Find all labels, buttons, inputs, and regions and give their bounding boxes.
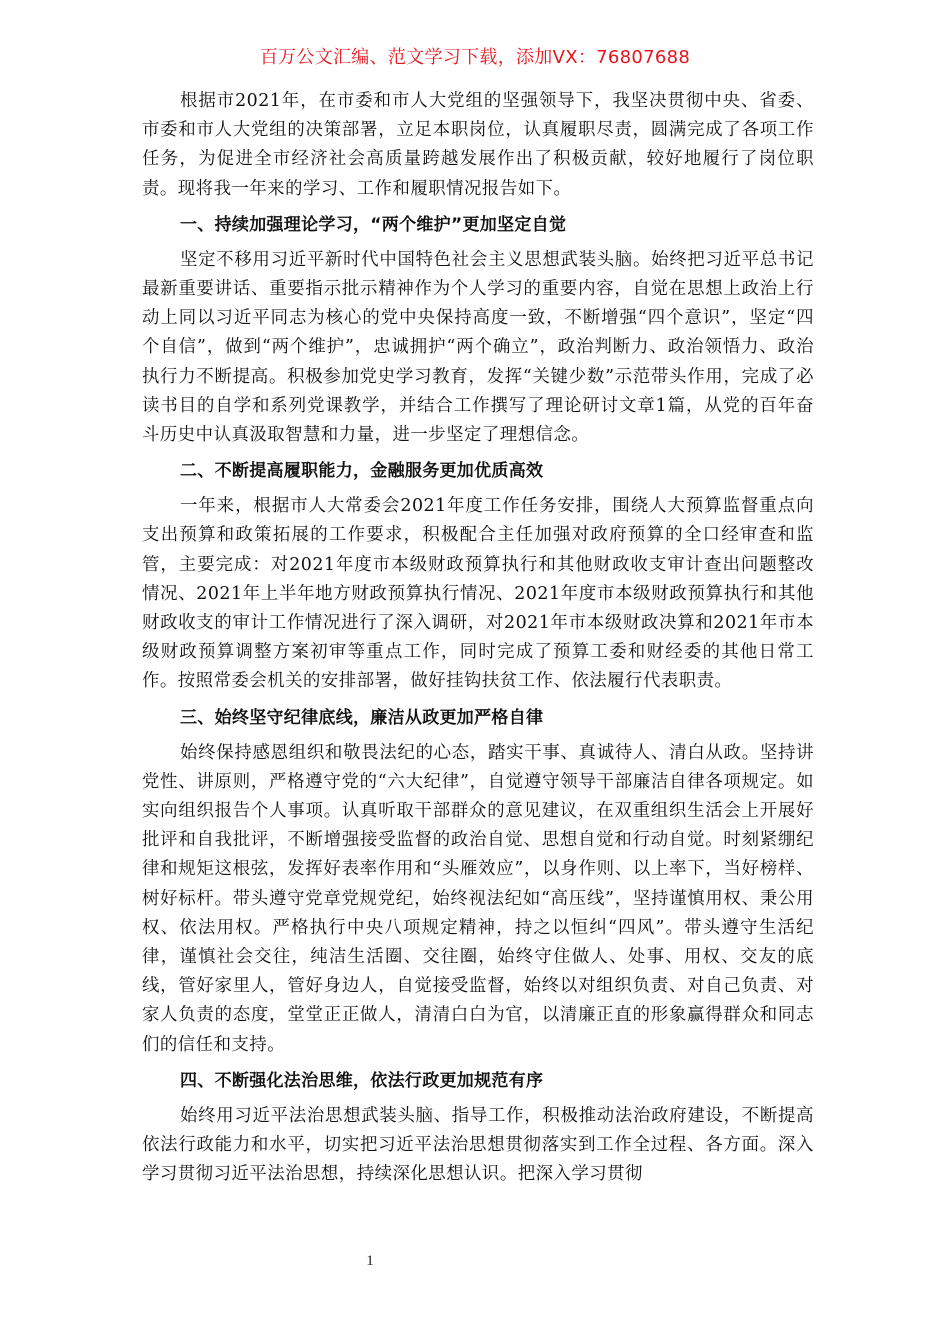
section-paragraph: 始终用习近平法治思想武装头脑、指导工作，积极推动法治政府建设，不断提高依法行政能力和水平，切实把习近平法治思想贯彻落实到工作全过程、各方面。深入学习贯彻习近平法治思想，持续深化思想认识。把深入学习贯彻 [142, 1105, 814, 1185]
section-1 [142, 210, 814, 450]
section-2 [142, 456, 814, 696]
section-4 [142, 1066, 814, 1190]
section-paragraph: 一年来，根据市人大常委会2021年度工作任务安排，围绕人大预算监督重点向支出预算和政策拓展的工作要求，积极配合主任加强对政府预算的全口经审查和监管，主要完成：对2021年度市本级财政预算执行和其他财政收支审计查出问题整改情况、2021年上半年地方财政预算执行情况、2021年度市本级财政预算执行和其他财政收支的审计工作情况进行了深入调研，对2021年市本级财政决算和2021年市本级财政预算调整方案初审等重点工作，同时完成了预算工委和财经委的其他日常工作。按照常委会机关的安排部署，做好挂钩扶贫工作、依法履行代表职责。 [142, 496, 814, 692]
section-heading: 三、始终坚守纪律底线，廉洁从政更加严格自律 [180, 707, 544, 728]
intro-paragraph: 根据市2021年，在市委和市人大党组的坚强领导下，我坚决贯彻中央、省委、市委和市人大党组的决策部署，立足本职岗位，认真履职尽责，圆满完成了各项工作任务，为促进全市经济社会高质量跨越发展作出了积极贡献，较好地履行了岗位职责。现将我一年来的学习、工作和履职情况报告如下。 [142, 91, 814, 199]
section-paragraph: 始终保持感恩组织和敬畏法纪的心态，踏实干事、真诚待人、清白从政。坚持讲党性、讲原则，严格遵守党的“六大纪律”，自觉遵守领导干部廉洁自律各项规定。如实向组织报告个人事项。认真听取干部群众的意见建议，在双重组织生活会上开展好批评和自我批评，不断增强接受监督的政治自觉、思想自觉和行动自觉。时刻紧绷纪律和规矩这根弦，发挥好表率作用和“头雁效应”，以身作则、以上率下，当好榜样、树好标杆。带头遵守党章党规党纪，始终视法纪如“高压线”，坚持谨慎用权、秉公用权、依法用权。严格执行中央八项规定精神，持之以恒纠“四风”。带头遵守生活纪律，谨慎社会交往，纯洁生活圈、交往圈，始终守住做人、处事、用权、交友的底线，管好家里人，管好身边人，自觉接受监督，始终以对组织负责、对自己负责、对家人负责的态度，堂堂正正做人，清清白白为官，以清廉正直的形象赢得群众和同志们的信任和支持。 [142, 742, 814, 1055]
document-body [142, 87, 814, 1190]
section-heading: 一、持续加强理论学习，“两个维护”更加坚定自觉 [180, 214, 567, 235]
section-paragraph: 坚定不移用习近平新时代中国特色社会主义思想武装头脑。始终把习近平总书记最新重要讲话、重要指示批示精神作为个人学习的重要内容，自觉在思想上政治上行动上同以习近平同志为核心的党中央保持高度一致，不断增强“四个意识”，坚定“四个自信”，做到“两个维护”，忠诚拥护“两个确立”，政治判断力、政治领悟力、政治执行力不断提高。积极参加党史学习教育，发挥“关键少数”示范带头作用，完成了必读书目的自学和系列党课教学，并结合工作撰写了理论研讨文章1篇，从党的百年奋斗历史中认真汲取智慧和力量，进一步坚定了理想信念。 [142, 249, 814, 446]
section-3 [142, 703, 814, 1060]
header-banner: 百万公文汇编、范文学习下载，添加VX：76807688 [259, 47, 691, 68]
section-heading: 四、不断强化法治思维，依法行政更加规范有序 [180, 1070, 544, 1091]
page-number: 1 [366, 1253, 374, 1269]
section-heading: 二、不断提高履职能力，金融服务更加优质高效 [180, 461, 544, 482]
